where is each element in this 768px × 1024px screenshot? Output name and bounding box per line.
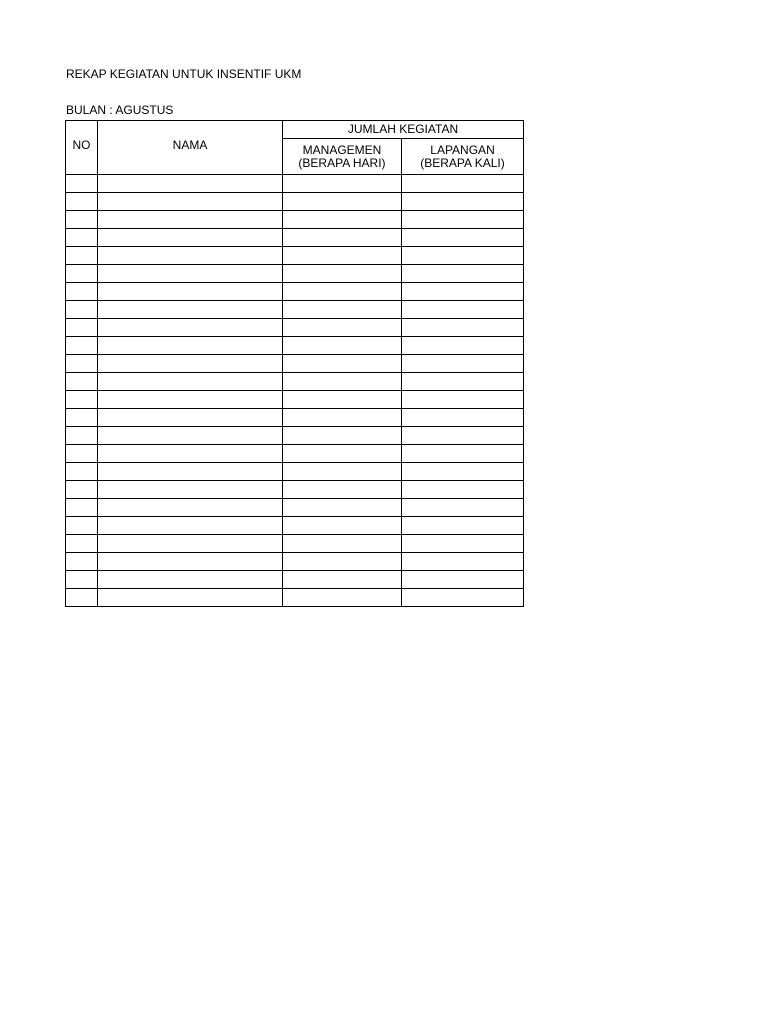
cell-nama[interactable] (98, 571, 283, 589)
cell-nama[interactable] (98, 355, 283, 373)
cell-managemen[interactable] (283, 229, 402, 247)
table-row (66, 175, 524, 193)
cell-lapangan[interactable] (402, 247, 524, 265)
cell-nama[interactable] (98, 229, 283, 247)
table-row (66, 355, 524, 373)
recap-table (65, 120, 524, 607)
cell-nama[interactable] (98, 553, 283, 571)
header-jumlah-kegiatan: JUMLAH KEGIATAN (283, 121, 524, 139)
header-lapangan-line2: (BERAPA KALI) (420, 155, 505, 170)
header-lapangan-line1: LAPANGAN (430, 142, 495, 157)
cell-managemen[interactable] (283, 499, 402, 517)
cell-nama[interactable] (98, 265, 283, 283)
cell-nama[interactable] (98, 427, 283, 445)
cell-nama[interactable] (98, 445, 283, 463)
cell-no[interactable] (66, 193, 98, 211)
header-row-top (66, 121, 524, 139)
cell-no[interactable] (66, 373, 98, 391)
cell-no[interactable] (66, 409, 98, 427)
cell-no[interactable] (66, 427, 98, 445)
cell-managemen[interactable] (283, 481, 402, 499)
cell-lapangan[interactable] (402, 391, 524, 409)
cell-no[interactable] (66, 175, 98, 193)
cell-no[interactable] (66, 265, 98, 283)
table-row (66, 265, 524, 283)
cell-lapangan[interactable] (402, 175, 524, 193)
cell-lapangan[interactable] (402, 211, 524, 229)
header-nama: NAMA (98, 121, 283, 175)
cell-lapangan[interactable] (402, 427, 524, 445)
cell-lapangan[interactable] (402, 319, 524, 337)
table-row (66, 337, 524, 355)
cell-lapangan[interactable] (402, 229, 524, 247)
cell-nama[interactable] (98, 247, 283, 265)
cell-no[interactable] (66, 589, 98, 607)
cell-lapangan[interactable] (402, 265, 524, 283)
cell-no[interactable] (66, 463, 98, 481)
cell-no[interactable] (66, 229, 98, 247)
month-label: BULAN : AGUSTUS (66, 103, 174, 117)
cell-nama[interactable] (98, 283, 283, 301)
cell-lapangan[interactable] (402, 409, 524, 427)
table-row (66, 409, 524, 427)
table-row (66, 589, 524, 607)
cell-nama[interactable] (98, 517, 283, 535)
header-no: NO (66, 121, 98, 175)
table-row (66, 463, 524, 481)
table-row (66, 247, 524, 265)
table-row (66, 445, 524, 463)
cell-managemen[interactable] (283, 319, 402, 337)
document-title: REKAP KEGIATAN UNTUK INSENTIF UKM (66, 67, 302, 81)
cell-nama[interactable] (98, 301, 283, 319)
cell-nama[interactable] (98, 481, 283, 499)
cell-no[interactable] (66, 319, 98, 337)
cell-lapangan[interactable] (402, 301, 524, 319)
cell-managemen[interactable] (283, 283, 402, 301)
cell-lapangan[interactable] (402, 553, 524, 571)
table-row (66, 571, 524, 589)
cell-nama[interactable] (98, 319, 283, 337)
cell-lapangan[interactable] (402, 463, 524, 481)
header-lapangan (402, 139, 524, 175)
cell-lapangan[interactable] (402, 499, 524, 517)
table-row (66, 319, 524, 337)
table-row (66, 283, 524, 301)
table-row (66, 301, 524, 319)
cell-nama[interactable] (98, 409, 283, 427)
cell-managemen[interactable] (283, 427, 402, 445)
cell-managemen[interactable] (283, 211, 402, 229)
cell-lapangan[interactable] (402, 517, 524, 535)
cell-managemen[interactable] (283, 445, 402, 463)
cell-managemen[interactable] (283, 175, 402, 193)
cell-managemen[interactable] (283, 409, 402, 427)
cell-no[interactable] (66, 247, 98, 265)
table-row (66, 535, 524, 553)
header-managemen-line1: MANAGEMEN (302, 142, 382, 157)
table-row (66, 427, 524, 445)
cell-nama[interactable] (98, 337, 283, 355)
header-managemen (283, 139, 402, 175)
cell-no[interactable] (66, 391, 98, 409)
cell-managemen[interactable] (283, 571, 402, 589)
cell-no[interactable] (66, 481, 98, 499)
cell-lapangan[interactable] (402, 445, 524, 463)
cell-lapangan[interactable] (402, 571, 524, 589)
cell-nama[interactable] (98, 535, 283, 553)
cell-no[interactable] (66, 445, 98, 463)
cell-no[interactable] (66, 355, 98, 373)
cell-no[interactable] (66, 571, 98, 589)
cell-managemen[interactable] (283, 265, 402, 283)
header-managemen-line2: (BERAPA HARI) (298, 155, 386, 170)
cell-managemen[interactable] (283, 373, 402, 391)
cell-lapangan[interactable] (402, 589, 524, 607)
cell-nama[interactable] (98, 175, 283, 193)
table-row (66, 373, 524, 391)
table-row (66, 229, 524, 247)
table-row (66, 211, 524, 229)
cell-nama[interactable] (98, 193, 283, 211)
cell-lapangan[interactable] (402, 481, 524, 499)
cell-managemen[interactable] (283, 247, 402, 265)
cell-nama[interactable] (98, 589, 283, 607)
cell-managemen[interactable] (283, 589, 402, 607)
cell-managemen[interactable] (283, 301, 402, 319)
cell-no[interactable] (66, 283, 98, 301)
table-row (66, 481, 524, 499)
cell-managemen[interactable] (283, 193, 402, 211)
cell-managemen[interactable] (283, 355, 402, 373)
table-header (66, 121, 524, 175)
cell-nama[interactable] (98, 463, 283, 481)
cell-managemen[interactable] (283, 553, 402, 571)
cell-lapangan[interactable] (402, 283, 524, 301)
cell-lapangan[interactable] (402, 193, 524, 211)
cell-lapangan[interactable] (402, 355, 524, 373)
cell-no[interactable] (66, 211, 98, 229)
cell-nama[interactable] (98, 373, 283, 391)
cell-no[interactable] (66, 499, 98, 517)
cell-no[interactable] (66, 553, 98, 571)
cell-no[interactable] (66, 517, 98, 535)
cell-no[interactable] (66, 301, 98, 319)
cell-managemen[interactable] (283, 337, 402, 355)
cell-lapangan[interactable] (402, 535, 524, 553)
table-row (66, 517, 524, 535)
table-row (66, 391, 524, 409)
table-body (66, 175, 524, 607)
cell-no[interactable] (66, 337, 98, 355)
cell-nama[interactable] (98, 211, 283, 229)
cell-lapangan[interactable] (402, 373, 524, 391)
table-row (66, 193, 524, 211)
cell-managemen[interactable] (283, 463, 402, 481)
table-row (66, 553, 524, 571)
cell-nama[interactable] (98, 499, 283, 517)
cell-managemen[interactable] (283, 391, 402, 409)
cell-managemen[interactable] (283, 517, 402, 535)
cell-lapangan[interactable] (402, 337, 524, 355)
table-row (66, 499, 524, 517)
cell-nama[interactable] (98, 391, 283, 409)
cell-no[interactable] (66, 535, 98, 553)
cell-managemen[interactable] (283, 535, 402, 553)
